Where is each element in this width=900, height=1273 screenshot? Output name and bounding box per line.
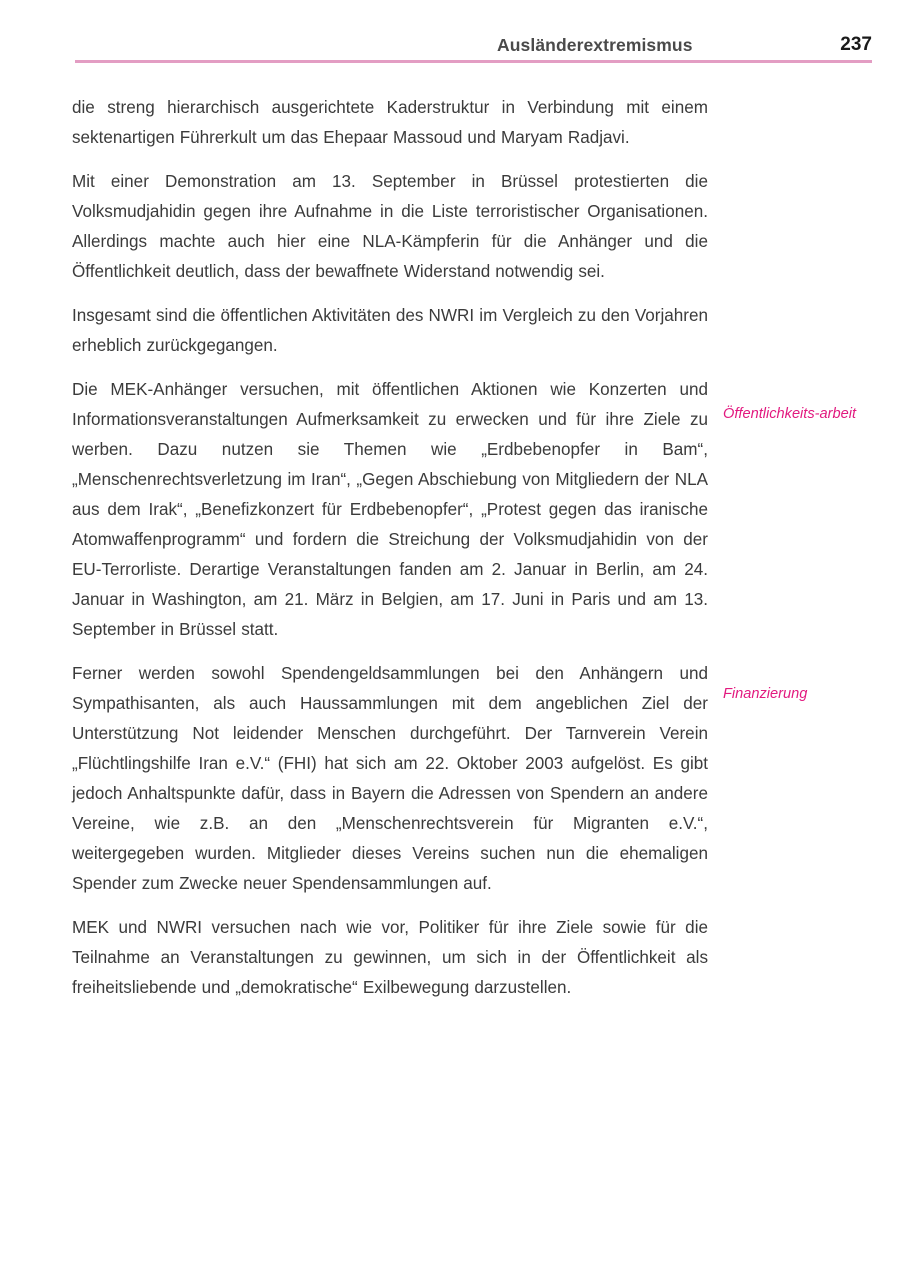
- page-number: 237: [840, 34, 872, 55]
- paragraph-3: Insgesamt sind die öffentlichen Aktivitäten des NWRI im Vergleich zu den Vorjahren erheblich zurückgegangen.: [72, 306, 708, 355]
- body-text-column: [72, 93, 708, 1003]
- paragraph-5: Ferner werden sowohl Spendengeldsammlungen bei den Anhängern und Sympathisanten, als auch Haussammlungen mit dem angeblichen Ziel der Unterstützung Not leidender Menschen durchgeführt. Der Tarnverein Verein „Flüchtlingshilfe Iran e.V.“ (FHI) hat sich am 22. Oktober 2003 aufgelöst. Es gibt jedoch Anhaltspunkte dafür, dass in Bayern die Adressen von Spendern an andere Vereine, wie z.B. an den „Menschenrechtsverein für Migranten e.V.“, weitergegeben wurden. Mitglieder dieses Vereins suchen nun die ehemaligen Spender zum Zwecke neuer Spendensammlungen auf.: [72, 664, 708, 893]
- header-rule: [75, 60, 872, 63]
- paragraph-4: Die MEK-Anhänger versuchen, mit öffentlichen Aktionen wie Konzerten und Informationsveranstaltungen Aufmerksamkeit zu erwecken und für ihre Ziele zu werben. Dazu nutzen sie Themen wie „Erdbebenopfer in Bam“, „Menschenrechtsverletzung im Iran“, „Gegen Abschiebung von Mitgliedern der NLA aus dem Irak“, „Benefizkonzert für Erdbebenopfer“, „Protest gegen das iranische Atomwaffenprogramm“ und fordern die Streichung der Volksmudjahidin von der EU-Terrorliste. Derartige Veranstaltungen fanden am 2. Januar in Berlin, am 24. Januar in Washington, am 21. März in Belgien, am 17. Juni in Paris und am 13. September in Brüssel statt.: [72, 380, 708, 639]
- page-title: Ausländerextremismus: [497, 34, 693, 55]
- paragraph-2: Mit einer Demonstration am 13. September in Brüssel protestierten die Volksmudjahidin gegen ihre Aufnahme in die Liste terroristischer Organisationen. Allerdings machte auch hier eine NLA-Kämpferin für die Anhänger und die Öffentlichkeit deutlich, dass der bewaffnete Widerstand notwendig sei.: [72, 172, 708, 281]
- paragraph-6: MEK und NWRI versuchen nach wie vor, Politiker für ihre Ziele sowie für die Teilnahme an Veranstaltungen zu gewinnen, um sich in der Öffentlichkeit als freiheitsliebende und „demokratische“ Exilbewegung darzustellen.: [72, 918, 708, 997]
- margin-note-oeffentlichkeitsarbeit: Öffentlichkeits-arbeit: [723, 406, 857, 422]
- paragraph-1: die streng hierarchisch ausgerichtete Kaderstruktur in Verbindung mit einem sektenartigen Führerkult um das Ehepaar Massoud und Maryam Radjavi.: [72, 98, 708, 147]
- running-head: [75, 28, 872, 54]
- margin-note-finanzierung: Finanzierung: [723, 686, 808, 702]
